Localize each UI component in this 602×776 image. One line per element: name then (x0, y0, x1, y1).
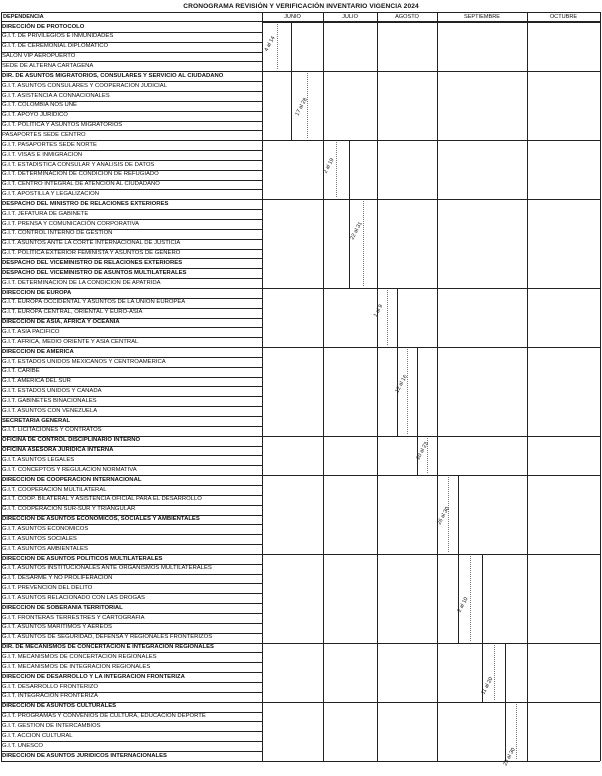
block-divider (262, 199, 600, 200)
period-right-edge (437, 436, 438, 475)
dependency-row: G.I.T. COOPERACION SUR-SUR Y TRIANGULAR (2, 506, 136, 513)
period-left-edge (349, 199, 350, 288)
period-right-edge (505, 643, 506, 702)
directorate-row: SECRETARIA GENERAL (2, 417, 71, 424)
dependency-row: G.I.T. DESARROLLO FRONTERIZO (2, 683, 98, 690)
directorate-row: DIRECCION DE ASIA, AFRICA Y OCEANIA (2, 319, 120, 326)
dependency-row: G.I.T. COOPERACION MULTILATERAL (2, 486, 107, 493)
dependency-row: G.I.T. ASISTENCIA A CONNACIONALES (2, 92, 110, 99)
dependency-row: G.I.T. INTEGRACION FRONTERIZA (2, 693, 98, 700)
dependency-row: G.I.T. JEFATURA DE GABINETE (2, 210, 89, 217)
header-month-septiembre: SEPTIEMBRE (463, 14, 501, 20)
directorate-row: DIRECCION DE COOPERACION INTERNACIONAL (2, 476, 142, 483)
directorate-row: DESPACHO DEL VICEMINISTRO DE ASUNTOS MULTILATERALES (2, 269, 187, 276)
header-month-octubre: OCTUBRE (549, 14, 578, 20)
dependency-row: G.I.T. POLITICA Y ASUNTOS MIGRATORIOS (2, 122, 123, 129)
period-label: 20 al 23 (415, 441, 430, 461)
dependency-row: SEDE DE ALTERNA CARTAGENA (2, 63, 94, 69)
block-divider (262, 554, 600, 555)
border-right (600, 12, 601, 761)
header-month-julio: JULIO (342, 14, 358, 20)
dependency-row: G.I.T. ASUNTOS RELACIONADO CON LAS DROGAS (2, 594, 145, 601)
period-label: 23 al 30 (502, 747, 517, 767)
document-title: CRONOGRAMA REVISIÓN Y VERIFICACIÓN INVENTARIO VIGENCIA 2024 (183, 3, 419, 10)
block-divider (262, 643, 600, 644)
directorate-row: OFICINA DE CONTROL DISCIPLINARIO INTERNO (2, 437, 141, 444)
period-fill-line (407, 349, 408, 434)
directorate-row: OFICINA ASESORA JURIDICA INTERNA (2, 447, 114, 454)
period-label: 12 al 16 (394, 374, 409, 394)
dependency-row: G.I.T. CENTRO INTEGRAL DE ATENCION AL CIUDADANO (2, 181, 160, 188)
period-left-edge (458, 554, 459, 643)
period-right-edge (377, 199, 378, 288)
dependency-row: G.I.T. UNESCO (2, 742, 43, 749)
directorate-row: DIRECCION DE EUROPA (2, 289, 72, 296)
dependency-row: G.I.T. MECANISMOS DE INTEGRACION REGIONALES (2, 663, 151, 670)
period-label: 4 al 14 (263, 35, 277, 53)
directorate-row: DIRECCIÓN DE PROTOCOLO (2, 23, 85, 30)
block-divider (262, 347, 600, 348)
dependency-row: G.I.T. ACCION CULTURAL (2, 732, 73, 739)
directorate-row: DESPACHO DEL VICEMINISTRO DE RELACIONES EXTERIORES (2, 260, 183, 266)
dependency-row: G.I.T. FRONTERAS TERRESTRES Y CARTOGRAFIA (2, 614, 145, 621)
dependency-row: G.I.T. ASUNTOS MARITIMOS Y AEREOS (2, 624, 112, 631)
border-top (1, 12, 600, 13)
period-left-edge (291, 71, 292, 140)
directorate-row: DIRECCION DE ASUNTOS CULTURALES (2, 703, 117, 710)
period-left-edge (505, 702, 506, 761)
dependency-row: G.I.T. DETERMINACION DE CONDICION DE REFUGIADO (2, 171, 159, 178)
period-right-edge (527, 702, 528, 761)
header-dependencia: DEPENDENCIA (3, 14, 44, 20)
period-fill-line (387, 290, 388, 345)
period-right-edge (323, 71, 324, 140)
dependency-row: G.I.T. ASUNTOS DE SEGURIDAD, DEFENSA Y REGIONALES FRONTERIZOS (2, 634, 213, 641)
directorate-row: DIRECCION DE ASUNTOS ECONOMICOS, SOCIALES Y AMBIENTALES (2, 516, 200, 523)
block-divider (262, 288, 600, 289)
dependency-row: G.I.T. MECANISMOS DE CONCERTACION REGIONALES (2, 654, 157, 660)
period-left-edge (262, 22, 263, 71)
column-divider (527, 12, 528, 761)
block-divider (262, 22, 600, 23)
block-divider (262, 71, 600, 72)
directorate-row: DIRECCION DE DESARROLLO Y LA INTEGRACION FRONTERIZA (2, 673, 185, 680)
period-right-edge (397, 288, 398, 347)
block-divider (262, 475, 600, 476)
period-fill-line (336, 142, 337, 197)
dependency-row: G.I.T. ASUNTOS CON VENEZUELA (2, 407, 98, 414)
directorate-row: DIRECCION DE ASUNTOS POLITICOS MULTILATERALES (2, 555, 163, 562)
directorate-row: DIR. DE ASUNTOS MIGRATORIOS, CONSULARES Y SERVICIO AL CIUDADANO (2, 72, 224, 79)
dependency-row: G.I.T. CARIBE (2, 368, 40, 375)
period-fill-line (277, 24, 278, 69)
dependency-row: G.I.T. POLITICA EXTERIOR FEMINISTA Y ASUNTOS DE GENERO (2, 250, 181, 257)
dependency-row: G.I.T. CONTROL INTERNO DE GESTION (2, 230, 113, 237)
dependency-row: G.I.T. ASUNTOS ANTE LA CORTE INTERNACIONAL DE JUSTICIA (2, 240, 181, 247)
dependency-row: G.I.T. DE PRIVILEGIOS E INMUNIDADES (2, 33, 114, 40)
column-divider (437, 12, 438, 761)
header-month-junio: JUNIO (284, 14, 301, 20)
dependency-row: G.I.T. PREVENCION DEL DELITO (2, 585, 93, 592)
dependency-row: G.I.T. ESTADOS UNIDOS Y CANADA (2, 388, 102, 395)
period-label: 22 al 31 (349, 221, 364, 241)
dependency-row: G.I.T. GESTION DE INTERCAMBIOS (2, 722, 101, 729)
period-label: 2 al 19 (322, 157, 336, 175)
period-fill-line (494, 645, 495, 700)
dependency-row: G.I.T. PROGRAMAS Y CONVENIOS DE CULTURA, EDUCACION DEPORTE (2, 713, 206, 720)
dependency-row: G.I.T. ASUNTOS ECONOMICOS (2, 525, 89, 532)
directorate-row: DIR. DE MECANISMOS DE CONCERTACION E INTEGRACION REGIONALES (2, 644, 214, 651)
directorate-row: DIRECCION DE AMERICA (2, 348, 74, 355)
period-fill-line (307, 73, 308, 138)
period-label: 17 al 28 (294, 97, 309, 117)
dependency-row: SALON VIP AEROPUERTO (2, 53, 76, 60)
dependency-row: G.I.T. VISAS E INMIGRACION (2, 151, 83, 158)
dependency-row: G.I.T. ASUNTOS LEGALES (2, 457, 75, 463)
column-divider (377, 12, 378, 761)
dependency-row: G.I.T. APOYO JURIDICO (2, 112, 68, 119)
block-divider (262, 436, 600, 437)
period-label: 26 al 30 (436, 506, 451, 526)
column-divider (262, 12, 263, 761)
period-fill-line (363, 201, 364, 286)
dependency-row: G.I.T. GABINETES BINACIONALES (2, 397, 97, 404)
dependency-row: G.I.T. DETERMINACION DE LA CONDICION DE APATRIDA (2, 279, 161, 286)
dependency-row: G.I.T. ASIA PACIFICO (2, 328, 60, 335)
period-left-edge (437, 475, 438, 554)
period-label: 2 al 10 (456, 596, 470, 614)
period-fill-line (470, 556, 471, 641)
period-right-edge (458, 475, 459, 554)
directorate-row: DESPACHO DEL MINISTRO DE RELACIONES EXTERIORES (2, 200, 169, 207)
period-right-edge (482, 554, 483, 643)
directorate-row: DIRECCION DE ASUNTOS JURIDICOS INTERNACIONALES (2, 752, 167, 759)
period-right-edge (349, 140, 350, 199)
directorate-row: DIRECCION DE SOBERANIA TERRITORIAL (2, 604, 123, 611)
dependency-row: G.I.T. ASUNTOS INSTITUCIONALES ANTE ORGANISMOS MULTILATERALES (2, 565, 212, 572)
dependency-row: G.I.T. ESTADOS UNIDOS MEXICANOS Y CENTROAMERICA (2, 358, 166, 365)
dependency-row: G.I.T. DESARME Y NO PROLIFERACION (2, 575, 113, 582)
dependency-row: G.I.T. AFRICA, MEDIO ORIENTE Y ASIA CENTRAL (2, 338, 139, 345)
dependency-row: G.I.T. CONCEPTOS Y REGULACION NORMATIVA (2, 466, 137, 473)
dependency-row: G.I.T. LICITACIONES Y CONTRATOS (2, 427, 102, 434)
border-bottom (1, 761, 600, 762)
dependency-row: G.I.T. COOP. BILATERAL Y ASISTENCIA OFICIAL PARA EL DESARROLLO (2, 496, 202, 503)
dependency-row: G.I.T. ASUNTOS CONSULARES Y COOPERACION JUDICIAL (2, 82, 167, 89)
dependency-row: G.I.T. PASAPORTES SEDE NORTE (2, 141, 97, 148)
dependency-row: G.I.T. EUROPA OCCIDENTAL Y ASUNTOS DE LA UNION EUROPEA (2, 299, 186, 306)
dependency-row: G.I.T. AMERICA DEL SUR (2, 378, 71, 385)
dependency-row: PASAPORTES SEDE CENTRO (2, 131, 86, 138)
period-right-edge (417, 347, 418, 436)
dependency-row: G.I.T. ASUNTOS AMBIENTALES (2, 545, 88, 552)
dependency-row: G.I.T. EUROPA CENTRAL, ORIENTAL Y EURO-ASIA (2, 309, 143, 316)
period-label: 11 al 20 (480, 676, 495, 696)
dependency-row: G.I.T. PRENSA Y COMUNICACIÓN CORPORATIVA (2, 220, 140, 227)
dependency-row: G.I.T. DE CEREMONIAL DIPLOMATICO (2, 43, 109, 50)
dependency-row: G.I.T. ESTADISTICA CONSULAR Y ANALISIS DE DATOS (2, 161, 155, 168)
block-divider (262, 140, 600, 141)
block-divider (262, 702, 600, 703)
dependency-row: G.I.T. COLOMBIA NOS UNE (2, 102, 77, 109)
period-label: 1 al 9 (372, 303, 385, 319)
dependency-row: G.I.T. ASUNTOS SOCIALES (2, 535, 77, 542)
dependency-row: G.I.T. APOSTILLA Y LEGALIZACION (2, 191, 100, 198)
period-right-edge (291, 22, 292, 71)
header-month-agosto: AGOSTO (395, 14, 419, 20)
